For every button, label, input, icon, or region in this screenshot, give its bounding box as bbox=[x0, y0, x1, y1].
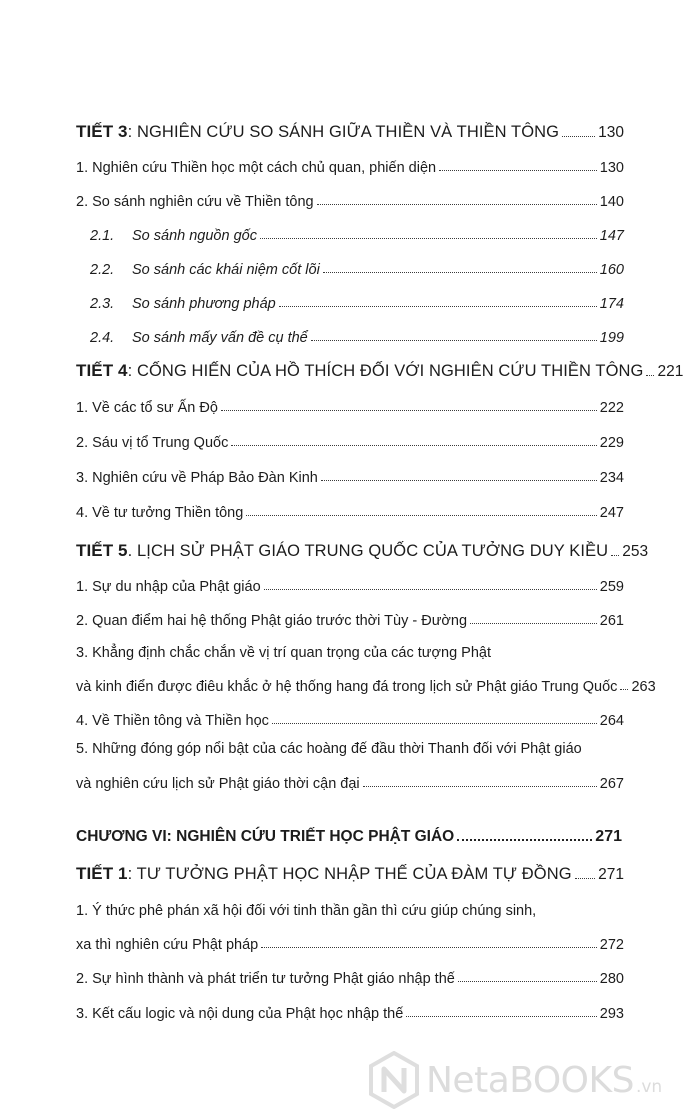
dot-leader bbox=[321, 480, 597, 481]
dot-leader bbox=[323, 272, 597, 273]
page-number: 263 bbox=[631, 679, 656, 695]
toc-subitem-2-2[interactable] bbox=[90, 254, 624, 278]
chapter-title: CHƯƠNG VI: NGHIÊN CỨU TRIẾT HỌC PHẬT GIÁO bbox=[76, 828, 455, 845]
page-number: 261 bbox=[599, 613, 624, 629]
netabooks-logo-icon bbox=[368, 1051, 420, 1109]
toc-chapter-vi[interactable] bbox=[76, 822, 622, 846]
toc-item-5-2[interactable] bbox=[76, 605, 624, 629]
page-number: 147 bbox=[599, 228, 624, 244]
toc-item-3-1[interactable] bbox=[76, 152, 624, 176]
item-label: 1. Sự du nhập của Phật giáo bbox=[76, 579, 261, 595]
toc-item-4-1[interactable] bbox=[76, 392, 624, 416]
dot-leader bbox=[264, 589, 597, 590]
item-label: 2. Quan điểm hai hệ thống Phật giáo trước thời Tùy - Đường bbox=[76, 613, 468, 629]
toc-item-5-3[interactable] bbox=[76, 671, 656, 695]
toc-item-5-5-first-line[interactable]: 5. Những đóng góp nổi bật của các hoàng đế đầu thời Thanh đối với Phật giáo bbox=[76, 741, 582, 757]
page-number: 229 bbox=[599, 435, 624, 451]
dot-leader bbox=[562, 136, 595, 137]
page-number: 271 bbox=[598, 866, 624, 883]
dot-leader bbox=[311, 340, 597, 341]
page-number: 222 bbox=[599, 400, 624, 416]
page-number: 221 bbox=[657, 363, 684, 380]
item-label: 2. Sáu vị tổ Trung Quốc bbox=[76, 435, 229, 451]
toc-section-tiet-5[interactable] bbox=[76, 537, 649, 561]
toc-item-5-5[interactable] bbox=[76, 768, 624, 792]
dot-leader bbox=[646, 375, 654, 376]
page-number: 259 bbox=[599, 579, 624, 595]
item-label: 4. Về Thiền tông và Thiền học bbox=[76, 713, 269, 729]
subitem-label: So sánh nguồn gốc bbox=[132, 228, 257, 244]
page-number: 234 bbox=[599, 470, 624, 486]
dot-leader bbox=[457, 839, 592, 841]
section-prefix: TIẾT 5 bbox=[76, 541, 128, 560]
toc-subitem-2-4[interactable] bbox=[90, 322, 624, 346]
dot-leader bbox=[261, 947, 597, 948]
netabooks-watermark bbox=[368, 1050, 693, 1110]
dot-leader bbox=[620, 689, 628, 690]
toc-item-5-1[interactable] bbox=[76, 571, 624, 595]
dot-leader bbox=[246, 515, 596, 516]
dot-leader bbox=[439, 170, 597, 171]
dot-leader bbox=[458, 981, 597, 982]
page-number: 130 bbox=[599, 160, 624, 176]
dot-leader bbox=[363, 786, 597, 787]
toc-item-5-3-first-line[interactable]: 3. Khẳng định chắc chắn về vị trí quan trọng của các tượng Phật bbox=[76, 645, 491, 661]
section-title: : CỐNG HIẾN CỦA HỒ THÍCH ĐỐI VỚI NGHIÊN CỨU THIỀN TÔNG bbox=[127, 362, 644, 380]
page-number: 247 bbox=[599, 505, 624, 521]
page-number: 293 bbox=[599, 1006, 624, 1022]
toc-item-5-4[interactable] bbox=[76, 705, 624, 729]
dot-leader bbox=[406, 1016, 597, 1017]
toc-item-4-3[interactable] bbox=[76, 462, 624, 486]
section-prefix: TIẾT 4 bbox=[76, 361, 128, 380]
item-label: và kinh điển được điêu khắc ở hệ thống hang đá trong lịch sử Phật giáo Trung Quốc bbox=[76, 679, 618, 695]
dot-leader bbox=[272, 723, 597, 724]
section-prefix: TIẾT 3 bbox=[76, 122, 128, 141]
dot-leader bbox=[221, 410, 597, 411]
toc-section-ch6-tiet-1[interactable] bbox=[76, 860, 624, 884]
dot-leader bbox=[279, 306, 597, 307]
page-number: 253 bbox=[622, 543, 649, 560]
subitem-number: 2.1. bbox=[90, 228, 115, 244]
page-number: 160 bbox=[599, 262, 624, 278]
subitem-label: So sánh các khái niệm cốt lõi bbox=[132, 262, 320, 278]
page-number: 280 bbox=[599, 971, 624, 987]
item-label: và nghiên cứu lịch sử Phật giáo thời cận đại bbox=[76, 776, 360, 792]
page-number: 174 bbox=[599, 296, 624, 312]
page-number: 264 bbox=[599, 713, 624, 729]
toc-item-ch6-1-2[interactable] bbox=[76, 963, 624, 987]
item-label: 3. Kết cấu logic và nội dung của Phật học nhập thế bbox=[76, 1006, 404, 1022]
section-prefix: TIẾT 1 bbox=[76, 864, 128, 883]
watermark-suffix: .vn bbox=[635, 1076, 663, 1097]
subitem-number: 2.3. bbox=[90, 296, 115, 312]
watermark-brand: NetaBOOKS bbox=[426, 1059, 634, 1101]
item-label: 2. So sánh nghiên cứu về Thiền tông bbox=[76, 194, 314, 210]
subitem-label: So sánh mấy vấn đề cụ thể bbox=[132, 330, 308, 346]
page-number: 140 bbox=[599, 194, 624, 210]
dot-leader bbox=[317, 204, 597, 205]
toc-subitem-2-3[interactable] bbox=[90, 288, 624, 312]
dot-leader bbox=[575, 878, 595, 879]
page-number: 272 bbox=[599, 937, 624, 953]
toc-section-tiet-3[interactable] bbox=[76, 118, 624, 142]
item-label: xa thì nghiên cứu Phật pháp bbox=[76, 937, 259, 953]
toc-item-3-2[interactable] bbox=[76, 186, 624, 210]
page-number: 271 bbox=[595, 828, 622, 845]
section-title: : NGHIÊN CỨU SO SÁNH GIỮA THIỀN VÀ THIỀN TÔNG bbox=[127, 123, 560, 141]
item-label: 4. Về tư tưởng Thiền tông bbox=[76, 505, 244, 521]
toc-item-ch6-1-1-first-line[interactable]: 1. Ý thức phê phán xã hội đối với tinh thần gần thì cứu giúp chúng sinh, bbox=[76, 903, 537, 919]
subitem-label: So sánh phương pháp bbox=[132, 296, 276, 312]
subitem-number: 2.2. bbox=[90, 262, 115, 278]
dot-leader bbox=[260, 238, 597, 239]
page-number: 267 bbox=[599, 776, 624, 792]
item-label: 1. Về các tổ sư Ấn Độ bbox=[76, 400, 218, 416]
page-number: 199 bbox=[599, 330, 624, 346]
toc-item-ch6-1-1[interactable] bbox=[76, 929, 624, 953]
toc-item-4-2[interactable] bbox=[76, 427, 624, 451]
toc-subitem-2-1[interactable] bbox=[90, 220, 624, 244]
section-title: : TƯ TƯỞNG PHẬT HỌC NHẬP THẾ CỦA ĐÀM TỰ ĐỒNG bbox=[127, 865, 572, 883]
dot-leader bbox=[611, 555, 619, 556]
item-label: 2. Sự hình thành và phát triển tư tưởng Phật giáo nhập thế bbox=[76, 971, 455, 987]
subitem-number: 2.4. bbox=[90, 330, 115, 346]
page-number: 130 bbox=[598, 124, 624, 141]
dot-leader bbox=[231, 445, 596, 446]
dot-leader bbox=[470, 623, 597, 624]
item-label: 3. Nghiên cứu về Pháp Bảo Đàn Kinh bbox=[76, 470, 318, 486]
section-title: . LỊCH SỬ PHẬT GIÁO TRUNG QUỐC CỦA TƯỞNG DUY KIỀU bbox=[127, 542, 609, 560]
toc-item-ch6-1-3[interactable] bbox=[76, 998, 624, 1022]
toc-item-4-4[interactable] bbox=[76, 497, 624, 521]
item-label: 1. Nghiên cứu Thiền học một cách chủ quan, phiến diện bbox=[76, 160, 437, 176]
toc-section-tiet-4[interactable] bbox=[76, 357, 684, 381]
